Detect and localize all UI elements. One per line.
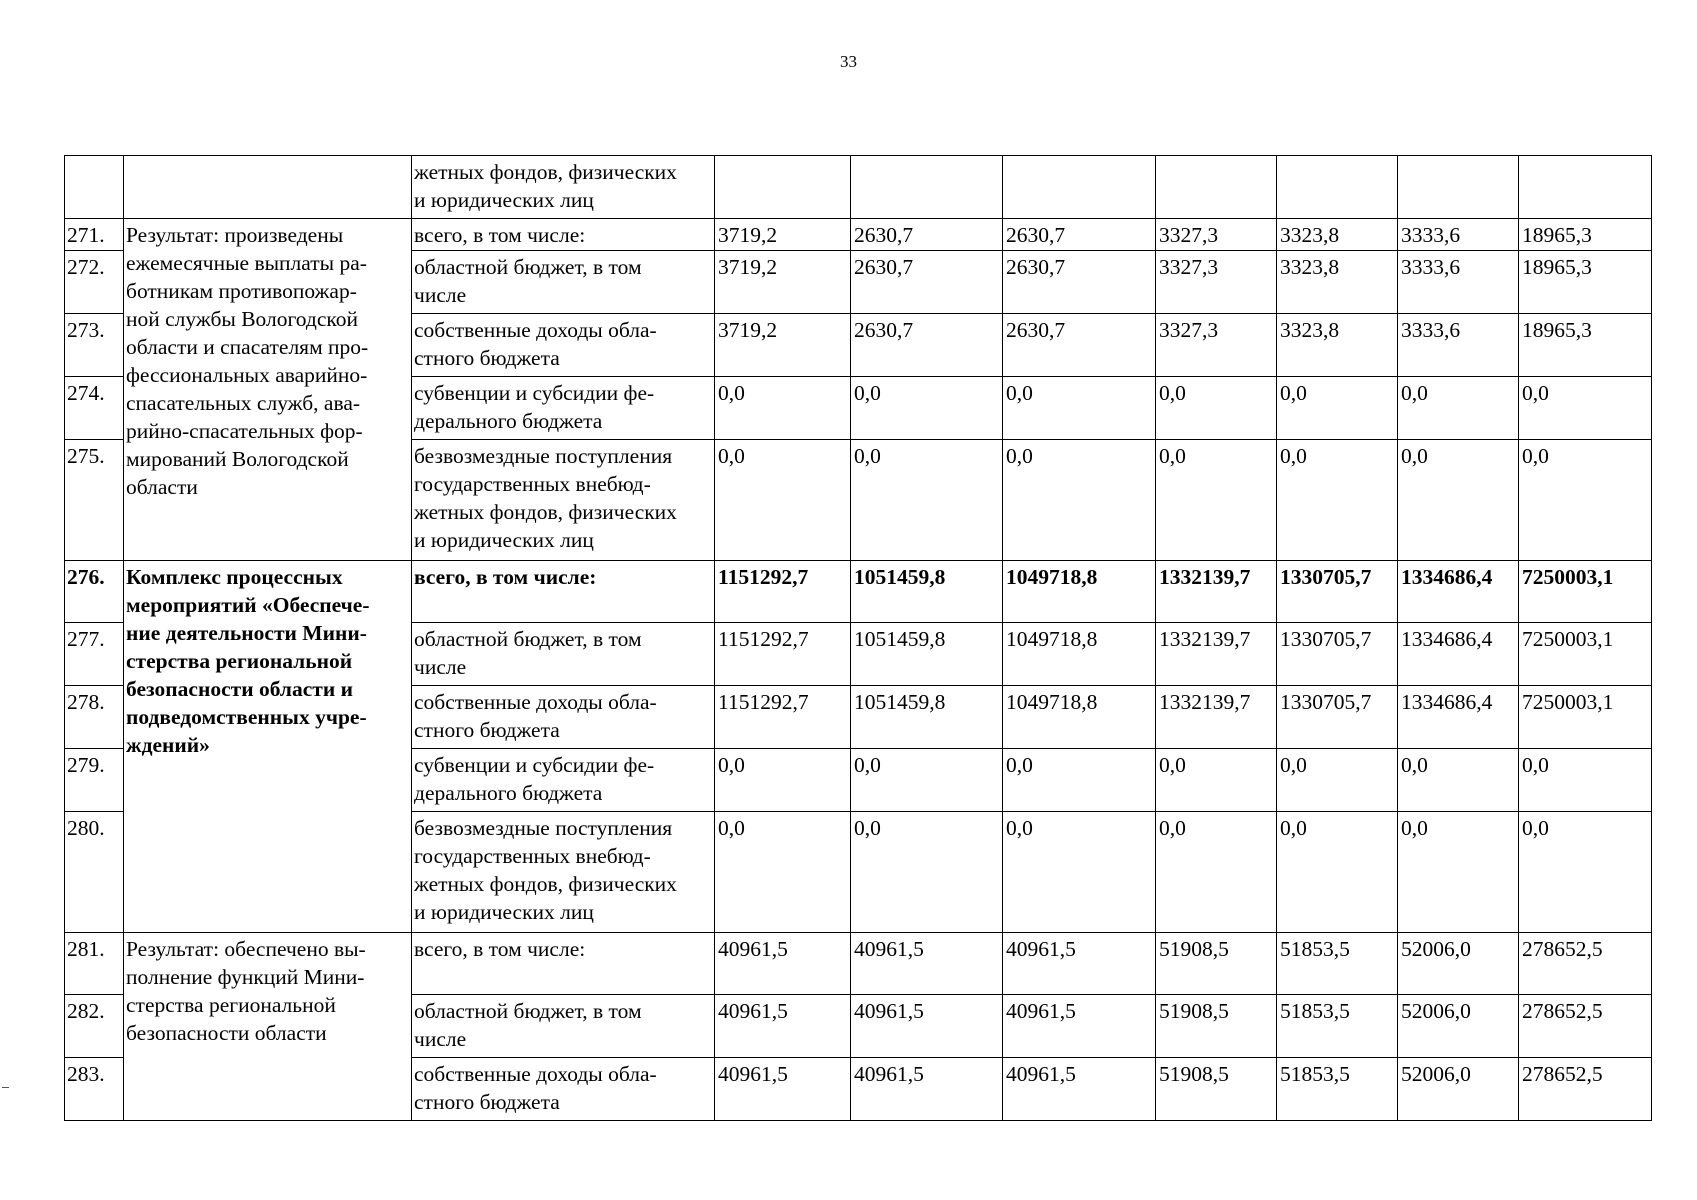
funding-source-cell: областной бюджет, в том числе: [412, 623, 715, 686]
value-cell: 0,0: [1398, 812, 1519, 933]
funding-source-cell: безвозмездные поступления государственных внебюд- жетных фондов, физических и юридических лиц: [412, 812, 715, 933]
value-cell: 0,0: [1156, 377, 1277, 440]
value-cell: 51908,5: [1156, 933, 1277, 995]
value-cell: [1156, 156, 1277, 219]
value-cell: [715, 156, 851, 219]
value-cell: 0,0: [1156, 812, 1277, 933]
value-cell: 1049718,8: [1003, 561, 1156, 623]
value-cell: 1332139,7: [1156, 686, 1277, 749]
value-cell: 3333,6: [1398, 251, 1519, 314]
value-cell: 0,0: [1003, 377, 1156, 440]
value-cell: 18965,3: [1519, 251, 1652, 314]
row-number-cell: 280.: [65, 812, 124, 933]
value-cell: 40961,5: [1003, 1058, 1156, 1121]
page-number: 33: [840, 52, 857, 71]
table-body: [65, 156, 1652, 1121]
row-number-cell: [65, 156, 124, 219]
value-cell: 1330705,7: [1277, 686, 1398, 749]
value-cell: 52006,0: [1398, 1058, 1519, 1121]
value-cell: 3323,8: [1277, 314, 1398, 377]
funding-source-cell: собственные доходы обла- стного бюджета: [412, 686, 715, 749]
value-cell: 0,0: [851, 440, 1003, 561]
value-cell: 1151292,7: [715, 686, 851, 749]
table-row: [65, 561, 1652, 623]
value-cell: 0,0: [1519, 749, 1652, 812]
row-number-cell: 281.: [65, 933, 124, 995]
row-number-cell: 282.: [65, 995, 124, 1058]
value-cell: 51853,5: [1277, 1058, 1398, 1121]
row-number-cell: 277.: [65, 623, 124, 686]
value-cell: 2630,7: [1003, 314, 1156, 377]
value-cell: 3327,3: [1156, 251, 1277, 314]
value-cell: 7250003,1: [1519, 561, 1652, 623]
value-cell: 2630,7: [1003, 251, 1156, 314]
value-cell: 7250003,1: [1519, 686, 1652, 749]
funding-source-cell: жетных фондов, физических и юридических лиц: [412, 156, 715, 219]
value-cell: 0,0: [1003, 749, 1156, 812]
budget-table: [64, 155, 1652, 1121]
value-cell: 1330705,7: [1277, 561, 1398, 623]
value-cell: 2630,7: [851, 219, 1003, 251]
value-cell: [1519, 156, 1652, 219]
row-number-cell: 275.: [65, 440, 124, 561]
value-cell: 1330705,7: [1277, 623, 1398, 686]
margin-mark: [2, 1087, 9, 1088]
value-cell: [1003, 156, 1156, 219]
value-cell: 278652,5: [1519, 1058, 1652, 1121]
value-cell: 3719,2: [715, 219, 851, 251]
value-cell: 52006,0: [1398, 995, 1519, 1058]
value-cell: 1332139,7: [1156, 623, 1277, 686]
funding-source-cell: безвозмездные поступления государственных внебюд- жетных фондов, физических и юридических лиц: [412, 440, 715, 561]
value-cell: 0,0: [1156, 749, 1277, 812]
value-cell: [1398, 156, 1519, 219]
value-cell: 0,0: [1398, 749, 1519, 812]
value-cell: 0,0: [715, 440, 851, 561]
funding-source-cell: субвенции и субсидии фе- дерального бюджета: [412, 377, 715, 440]
value-cell: 40961,5: [1003, 995, 1156, 1058]
value-cell: 40961,5: [851, 995, 1003, 1058]
row-number-cell: 276.: [65, 561, 124, 623]
value-cell: 2630,7: [851, 251, 1003, 314]
value-cell: 51908,5: [1156, 1058, 1277, 1121]
result-name-cell: Результат: произведены ежемесячные выплаты ра- ботникам противопожар- ной службы Вологодской области и спасателям про- фессиональных аварийно- спасательных служб, ава- рийно-спасательных фор- мирований Вологодской области: [124, 219, 412, 561]
value-cell: 40961,5: [715, 1058, 851, 1121]
value-cell: 18965,3: [1519, 314, 1652, 377]
value-cell: 0,0: [715, 812, 851, 933]
value-cell: 18965,3: [1519, 219, 1652, 251]
funding-source-cell: областной бюджет, в том числе: [412, 251, 715, 314]
value-cell: 0,0: [1003, 812, 1156, 933]
funding-source-cell: всего, в том числе:: [412, 561, 715, 623]
value-cell: 0,0: [1519, 812, 1652, 933]
value-cell: 3719,2: [715, 251, 851, 314]
value-cell: 0,0: [851, 377, 1003, 440]
value-cell: 1049718,8: [1003, 623, 1156, 686]
result-name-cell: Результат: обеспечено вы- полнение функций Мини- стерства региональной безопасности области: [124, 933, 412, 1121]
result-name-cell: Комплекс процессных мероприятий «Обеспече- ние деятельности Мини- стерства региональной безопасности области и подведомственных учре- ждений»: [124, 561, 412, 933]
value-cell: 0,0: [1277, 377, 1398, 440]
value-cell: 278652,5: [1519, 933, 1652, 995]
value-cell: 0,0: [1398, 377, 1519, 440]
value-cell: 0,0: [1519, 377, 1652, 440]
value-cell: 1332139,7: [1156, 561, 1277, 623]
value-cell: 51853,5: [1277, 995, 1398, 1058]
value-cell: 1051459,8: [851, 623, 1003, 686]
value-cell: 1051459,8: [851, 561, 1003, 623]
row-number-cell: 273.: [65, 314, 124, 377]
row-number-cell: 271.: [65, 219, 124, 251]
value-cell: 0,0: [715, 749, 851, 812]
value-cell: 3327,3: [1156, 314, 1277, 377]
value-cell: 3333,6: [1398, 219, 1519, 251]
funding-source-cell: всего, в том числе:: [412, 933, 715, 995]
value-cell: 1049718,8: [1003, 686, 1156, 749]
table-row: [65, 933, 1652, 995]
value-cell: 2630,7: [1003, 219, 1156, 251]
value-cell: 0,0: [1003, 440, 1156, 561]
value-cell: 3333,6: [1398, 314, 1519, 377]
value-cell: [1277, 156, 1398, 219]
value-cell: 0,0: [1277, 812, 1398, 933]
value-cell: 0,0: [1398, 440, 1519, 561]
value-cell: 0,0: [851, 749, 1003, 812]
value-cell: 40961,5: [715, 933, 851, 995]
value-cell: 2630,7: [851, 314, 1003, 377]
value-cell: 3327,3: [1156, 219, 1277, 251]
funding-source-cell: собственные доходы обла- стного бюджета: [412, 314, 715, 377]
row-number-cell: 279.: [65, 749, 124, 812]
value-cell: 0,0: [1519, 440, 1652, 561]
row-number-cell: 278.: [65, 686, 124, 749]
value-cell: 1051459,8: [851, 686, 1003, 749]
value-cell: 40961,5: [851, 933, 1003, 995]
value-cell: 1151292,7: [715, 623, 851, 686]
value-cell: 3719,2: [715, 314, 851, 377]
value-cell: 278652,5: [1519, 995, 1652, 1058]
value-cell: 0,0: [851, 812, 1003, 933]
value-cell: 0,0: [1277, 749, 1398, 812]
value-cell: 51853,5: [1277, 933, 1398, 995]
value-cell: 0,0: [715, 377, 851, 440]
table-row-continuation: [65, 156, 1652, 219]
funding-source-cell: всего, в том числе:: [412, 219, 715, 251]
row-number-cell: 274.: [65, 377, 124, 440]
value-cell: 1334686,4: [1398, 623, 1519, 686]
row-number-cell: 272.: [65, 251, 124, 314]
funding-source-cell: областной бюджет, в том числе: [412, 995, 715, 1058]
value-cell: 3323,8: [1277, 251, 1398, 314]
value-cell: 1334686,4: [1398, 686, 1519, 749]
value-cell: 51908,5: [1156, 995, 1277, 1058]
value-cell: 40961,5: [715, 995, 851, 1058]
value-cell: [851, 156, 1003, 219]
value-cell: 1334686,4: [1398, 561, 1519, 623]
value-cell: 40961,5: [1003, 933, 1156, 995]
value-cell: 7250003,1: [1519, 623, 1652, 686]
value-cell: 40961,5: [851, 1058, 1003, 1121]
row-number-cell: 283.: [65, 1058, 124, 1121]
result-name-cell: [124, 156, 412, 219]
table-row: [65, 219, 1652, 251]
value-cell: 3323,8: [1277, 219, 1398, 251]
funding-source-cell: субвенции и субсидии фе- дерального бюджета: [412, 749, 715, 812]
value-cell: 0,0: [1277, 440, 1398, 561]
value-cell: 1151292,7: [715, 561, 851, 623]
funding-source-cell: собственные доходы обла- стного бюджета: [412, 1058, 715, 1121]
value-cell: 52006,0: [1398, 933, 1519, 995]
value-cell: 0,0: [1156, 440, 1277, 561]
